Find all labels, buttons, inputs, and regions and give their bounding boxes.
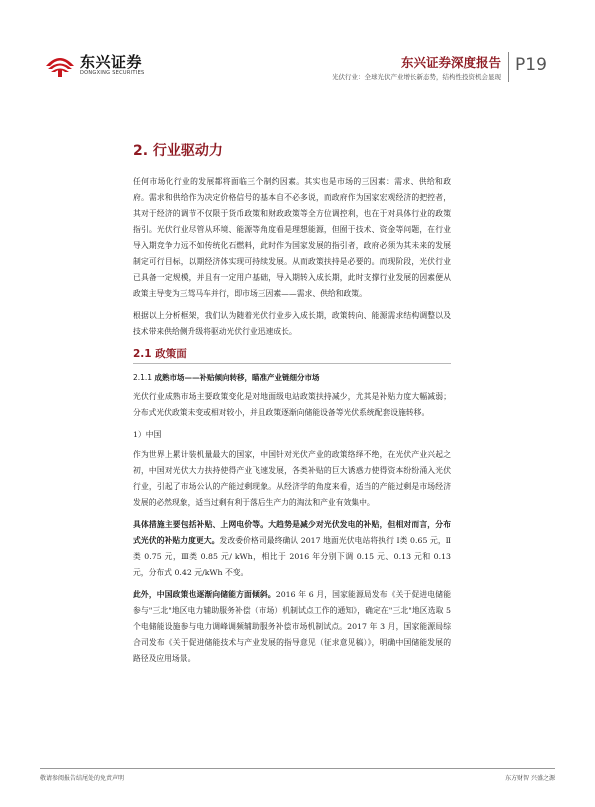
intro-paragraph-2: 根据以上分析框架，我们认为随着光伏行业步入成长期，政策转向、能源需求结构调整以及技术带来供给侧升级将驱动光伏行业迅速成长。 xyxy=(133,311,451,336)
policy-paragraph-3-rest: 发改委价格司最终确认 2017 地面光伏电站将执行 Ⅰ类 0.65 元，Ⅱ类 0.75 元，Ⅲ类 0.85 元/ kWh，相比于 2016 年分别下调 0.15 元、0.13 元和 0.13 元，分布式 0.42 元/kWh 不变。 xyxy=(133,536,451,577)
policy-paragraph-3-bold: 具体措施主要包括补贴、上网电价等。大趋势是减少对光伏发电的补贴，但相对而言，分布式光伏的补贴力度更大。 xyxy=(133,520,451,545)
report-subtitle: 光伏行业：全球光伏产业增长新态势，结构性投资机会显现 xyxy=(332,73,501,81)
subsection-title: 2.1 政策面 xyxy=(133,348,187,360)
policy-paragraph-1: 光伏行业成熟市场主要政策变化是对地面级电站政策扶持减少，尤其是补贴力度大幅减弱；分布式光伏政策未变或相对较小，并且政策逐渐向储能设备等光伏系统配套设施转移。 xyxy=(133,392,451,417)
subheading-number: 2.1.1 xyxy=(133,373,153,382)
dongxing-logo-icon xyxy=(44,52,76,78)
policy-paragraph-4-rest: 2016 年 6 月，国家能源局发布《关于促进电储能参与"三北"地区电力辅助服务补偿（市场）机制试点工作的通知》，确定在"三北"地区选取 5 个电储能设施参与电力调峰调频辅助服务补偿市场机制试点。2017 年 3 月，国家能源局综合司发布《关于促进储能技术与产业发展的指导意见（征求意见稿）》，明确中国储能发展的路径及应用场景。 xyxy=(133,590,451,663)
footer-slogan: 东方财智 兴盛之源 xyxy=(505,775,555,782)
footer-disclaimer: 敬请参阅报告结尾处的免责声明 xyxy=(40,775,125,782)
company-logo xyxy=(44,50,169,82)
subheading-text: 成熟市场——补贴倾向转移，瞄准产业链细分市场 xyxy=(154,373,320,382)
header-divider xyxy=(508,52,509,82)
section-title: 2. 行业驱动力 xyxy=(133,143,223,159)
list-label-china: 1）中国 xyxy=(133,430,162,439)
logo-text-en: DONGXING SECURITIES xyxy=(80,70,145,76)
policy-paragraph-4-bold: 此外，中国政策也逐渐向储能方面倾斜。 xyxy=(133,590,276,599)
page-header xyxy=(0,0,595,104)
policy-paragraph-4 xyxy=(133,587,451,667)
footer-divider xyxy=(40,768,555,769)
intro-paragraph-1: 任何市场化行业的发展都将面临三个制约因素。其实也是市场的三因素：需求、供给和政府。需求和供给作为决定价格信号的基本自不必多说，而政府作为国家宏观经济的把控者，其对于经济的调节不仅限于货币政策和财政政策等全方位调控利，也在于对具体行业的政策指引。光伏行业尽管从环境、能源等角度看是理想能源，但囿于技术、资金等问题，在行业导入期竞争力远不如传统化石燃料，此时作为国家发展的指引者，政府必须为其未来的发展制定可行目标，以期经济体实现可持续发展。从而政策扶持是必要的。而现阶段，光伏行业已具备一定规模，并且有一定用户基础，导入期转入成长期，此时支撑行业发展的因素便从政策主导变为三驾马车并行，即市场三因素——需求、供给和政策。 xyxy=(133,177,451,298)
main-content xyxy=(133,128,451,673)
report-title: 东兴证券深度报告 xyxy=(400,55,501,70)
subsection-divider xyxy=(133,363,451,364)
policy-paragraph-2: 作为世界上累计装机量最大的国家，中国针对光伏产业的政策络绎不绝，在光伏产业兴起之初，中国对光伏大力扶持使得产业飞速发展，各类补贴的巨大诱惑力使得资本纷纷涌入光伏行业，引起了市场公认的产能过剩现象。从经济学的角度来看，适当的产能过剩是市场经济发展的必然现象，适当过剩有利于落后生产力的淘汰和产业有效集中。 xyxy=(133,450,451,507)
logo-text-cn: 东兴证券 xyxy=(80,53,143,71)
subheading xyxy=(133,372,451,383)
policy-paragraph-3 xyxy=(133,517,451,581)
page-number: P19 xyxy=(515,55,547,75)
